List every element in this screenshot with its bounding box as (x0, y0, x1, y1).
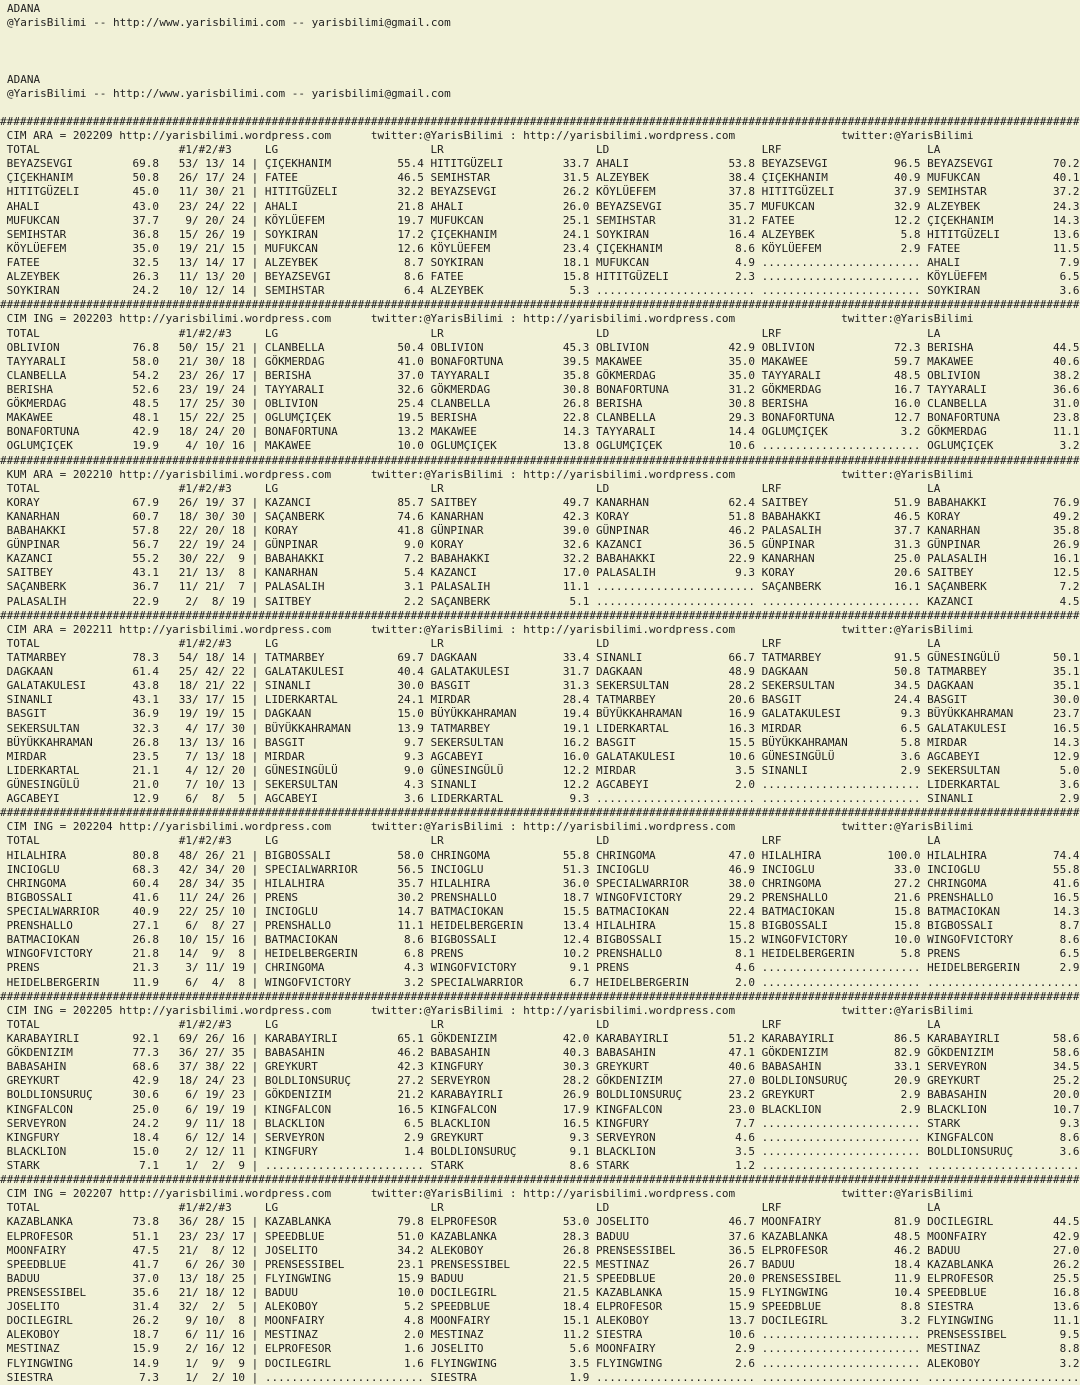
report-section: ################################################################################################################################################################### CIM ING = 202204 http://yarisbilimi.wordpress.com twitter:@YarisBilimi : http://yarisbilimi.wordpress.com twitter:@YarisBilimi TOTAL #1/#2/#3 LG LR LD LRF LA HILALHIRA 80.8 48/ 26/ 21 | BIGBOSSALI 58.0 CHRINGOMA 55.8 CHRINGOMA 47.0 HILALHIRA 100.0 HILALHIRA 74.4 INCIOGLU 68.3 42/ 34/ 20 | SPECIALWARRIOR 56.5 INCIOGLU 51.3 INCIOGLU 46.9 INCIOGLU 33.0 INCIOGLU 55.8 CHRINGOMA 60.4 28/ 34/ 35 | HILALHIRA 35.7 HILALHIRA 36.0 SPECIALWARRIOR 38.0 CHRINGOMA 27.2 CHRINGOMA 41.6 BIGBOSSALI 41.6 11/ 24/ 26 | PRENS 30.2 PRENSHALLO 18.7 WINGOFVICTORY 29.2 PRENSHALLO 21.6 PRENSHALLO 16.5 SPECIALWARRIOR 40.9 22/ 25/ 10 | INCIOGLU 14.7 BATMACIOKAN 15.5 BATMACIOKAN 22.4 BATMACIOKAN 15.8 BATMACIOKAN 14.3 PRENSHALLO 27.1 6/ 8/ 27 | PRENSHALLO 11.1 HEIDELBERGERIN 13.4 HILALHIRA 15.8 BIGBOSSALI 15.8 BIGBOSSALI 8.7 BATMACIOKAN 26.8 10/ 15/ 16 | BATMACIOKAN 8.6 BIGBOSSALI 12.4 BIGBOSSALI 15.2 WINGOFVICTORY 10.0 WINGOFVICTORY 8.6 WINGOFVICTORY 21.8 14/ 9/ 8 | HEIDELBERGERIN 6.8 PRENS 10.2 PRENSHALLO 8.1 HEIDELBERGERIN 5.8 PRENS 6.5 PRENS 21.3 3/ 11/ 19 | CHRINGOMA 4.3 WINGOFVICTORY 9.1 PRENS 4.6 ........................ HEIDELBERGERIN 2.9 HEIDELBERGERIN 11.9 6/ 4/ 8 | WINGOFVICTORY 3.2 SPECIALWARRIOR 6.7 HEIDELBERGERIN 2.0 ........................ ....................... (0, 806, 1080, 989)
blank-line (0, 44, 1080, 58)
location-title: ADANA (7, 72, 41, 86)
report-section: ################################################################################################################################################################### KUM ARA = 202210 http://yarisbilimi.wordpress.com twitter:@YarisBilimi : http://yarisbilimi.wordpress.com twitter:@YarisBilimi TOTAL #1/#2/#3 LG LR LD LRF LA KORAY 67.9 26/ 19/ 37 | KAZANCI 85.7 SAITBEY 49.7 KANARHAN 62.4 SAITBEY 51.9 BABAHAKKI 76.9 KANARHAN 60.7 18/ 30/ 30 | SAÇANBERK 74.6 KANARHAN 42.3 KORAY 51.8 BABAHAKKI 46.5 KORAY 49.2 BABAHAKKI 57.8 22/ 20/ 18 | KORAY 41.8 GÜNPINAR 39.0 GÜNPINAR 46.2 PALASALIH 37.7 KANARHAN 35.8 GÜNPINAR 56.7 22/ 19/ 24 | GÜNPINAR 9.0 KORAY 32.6 KAZANCI 36.5 GÜNPINAR 31.3 GÜNPINAR 26.9 KAZANCI 55.2 30/ 22/ 9 | BABAHAKKI 7.2 BABAHAKKI 32.2 BABAHAKKI 22.9 KANARHAN 25.0 PALASALIH 16.1 SAITBEY 43.1 21/ 13/ 8 | KANARHAN 5.4 KAZANCI 17.0 PALASALIH 9.3 KORAY 20.6 SAITBEY 12.5 SAÇANBERK 36.7 11/ 21/ 7 | PALASALIH 3.1 PALASALIH 11.1 ........................ SAÇANBERK 16.1 SAÇANBERK 7.2 PALASALIH 22.9 2/ 8/ 19 | SAITBEY 2.2 SAÇANBERK 5.1 ........................ ........................ KAZANCI 4.5 (0, 453, 1080, 608)
location-title: ADANA (7, 2, 41, 15)
page-header (0, 2, 1080, 115)
blank-line (0, 58, 1080, 72)
contact-line: @YarisBilimi -- http://www.yarisbilimi.com -- yarisbilimi@gmail.com (7, 16, 451, 30)
report-section: ################################################################################################################################################################### CIM ARA = 202209 http://yarisbilimi.wordpress.com twitter:@YarisBilimi : http://yarisbilimi.wordpress.com twitter:@YarisBilimi TOTAL #1/#2/#3 LG LR LD LRF LA BEYAZSEVGI 69.8 53/ 13/ 14 | ÇIÇEKHANIM 55.4 HITITGÜZELI 33.7 AHALI 53.8 BEYAZSEVGI 96.5 BEYAZSEVGI 70.2 ÇIÇEKHANIM 50.8 26/ 17/ 24 | FATEE 46.5 SEMIHSTAR 31.5 ALZEYBEK 38.4 ÇIÇEKHANIM 40.9 MUFUKCAN 40.1 HITITGÜZELI 45.0 11/ 30/ 21 | HITITGÜZELI 32.2 BEYAZSEVGI 26.2 KÖYLÜEFEM 37.8 HITITGÜZELI 37.9 SEMIHSTAR 37.2 AHALI 43.0 23/ 24/ 22 | AHALI 21.8 AHALI 26.0 BEYAZSEVGI 35.7 MUFUKCAN 32.9 ALZEYBEK 24.3 MUFUKCAN 37.7 9/ 20/ 24 | KÖYLÜEFEM 19.7 MUFUKCAN 25.1 SEMIHSTAR 31.2 FATEE 12.2 ÇIÇEKHANIM 14.3 SEMIHSTAR 36.8 15/ 26/ 19 | SOYKIRAN 17.2 ÇIÇEKHANIM 24.1 SOYKIRAN 16.4 ALZEYBEK 5.8 HITITGÜZELI 13.6 KÖYLÜEFEM 35.0 19/ 21/ 15 | MUFUKCAN 12.6 KÖYLÜEFEM 23.4 ÇIÇEKHANIM 8.6 KÖYLÜEFEM 2.9 FATEE 11.5 FATEE 32.5 13/ 14/ 17 | ALZEYBEK 8.7 SOYKIRAN 18.1 MUFUKCAN 4.9 ........................ AHALI 7.9 ALZEYBEK 26.3 11/ 13/ 20 | BEYAZSEVGI 8.6 FATEE 15.8 HITITGÜZELI 2.3 ........................ KÖYLÜEFEM 6.5 SOYKIRAN 24.2 10/ 12/ 14 | SEMIHSTAR 6.4 ALZEYBEK 5.3 ........................ ........................ SOYKIRAN 3.6 (0, 114, 1080, 298)
report-section: ################################################################################################################################################################### CIM ING = 202207 http://yarisbilimi.wordpress.com twitter:@YarisBilimi : http://yarisbilimi.wordpress.com twitter:@YarisBilimi TOTAL #1/#2/#3 LG LR LD LRF LA KAZABLANKA 73.8 36/ 28/ 15 | KAZABLANKA 79.8 ELPROFESOR 53.0 JOSELITO 46.7 MOONFAIRY 81.9 DOCILEGIRL 44.5 ELPROFESOR 51.1 23/ 23/ 17 | SPEEDBLUE 51.0 KAZABLANKA 28.3 BADUU 37.6 KAZABLANKA 48.5 MOONFAIRY 42.9 MOONFAIRY 47.5 21/ 8/ 12 | JOSELITO 34.2 ALEKOBOY 26.8 PRENSESSIBEL 36.5 ELPROFESOR 46.2 BADUU 27.0 SPEEDBLUE 41.7 6/ 26/ 30 | PRENSESSIBEL 23.1 PRENSESSIBEL 22.5 MESTINAZ 26.7 BADUU 18.4 KAZABLANKA 26.2 BADUU 37.0 13/ 18/ 25 | FLYINGWING 15.9 BADUU 21.5 SPEEDBLUE 20.0 PRENSESSIBEL 11.9 ELPROFESOR 25.5 PRENSESSIBEL 35.6 21/ 18/ 12 | BADUU 10.0 DOCILEGIRL 21.5 KAZABLANKA 15.9 FLYINGWING 10.4 SPEEDBLUE 16.8 JOSELITO 31.4 32/ 2/ 5 | ALEKOBOY 5.2 SPEEDBLUE 18.4 ELPROFESOR 15.9 SPEEDBLUE 8.8 SIESTRA 13.6 DOCILEGIRL 26.2 9/ 10/ 8 | MOONFAIRY 4.8 MOONFAIRY 15.1 ALEKOBOY 13.7 DOCILEGIRL 3.2 FLYINGWING 11.1 ALEKOBOY 18.7 6/ 11/ 16 | MESTINAZ 2.0 MESTINAZ 11.2 SIESTRA 10.6 ........................ PRENSESSIBEL 9.5 MESTINAZ 15.9 2/ 16/ 12 | ELPROFESOR 1.6 JOSELITO 5.6 MOONFAIRY 2.9 ........................ MESTINAZ 8.8 FLYINGWING 14.9 1/ 9/ 9 | DOCILEGIRL 1.6 FLYINGWING 3.5 FLYINGWING 2.6 ........................ ALEKOBOY 3.2 SIESTRA 7.3 1/ 2/ 10 | ........................ SIESTRA 1.9 ........................ ........................ ....................... (0, 1173, 1080, 1384)
blank-line (0, 30, 1080, 44)
report-section: ################################################################################################################################################################### CIM ING = 202203 http://yarisbilimi.wordpress.com twitter:@YarisBilimi : http://yarisbilimi.wordpress.com twitter:@YarisBilimi TOTAL #1/#2/#3 LG LR LD LRF LA OBLIVION 76.8 50/ 15/ 21 | CLANBELLA 50.4 OBLIVION 45.3 OBLIVION 42.9 OBLIVION 72.3 BERISHA 44.5 TAYYARALI 58.0 21/ 30/ 18 | GÖKMERDAG 41.0 BONAFORTUNA 39.5 MAKAWEE 35.0 MAKAWEE 59.7 MAKAWEE 40.6 CLANBELLA 54.2 23/ 26/ 17 | BERISHA 37.0 TAYYARALI 35.8 GÖKMERDAG 35.0 TAYYARALI 48.5 OBLIVION 38.2 BERISHA 52.6 23/ 19/ 24 | TAYYARALI 32.6 GÖKMERDAG 30.8 BONAFORTUNA 31.2 GÖKMERDAG 16.7 TAYYARALI 36.6 GÖKMERDAG 48.5 17/ 25/ 30 | OBLIVION 25.4 CLANBELLA 26.8 BERISHA 30.8 BERISHA 16.0 CLANBELLA 31.0 MAKAWEE 48.1 15/ 22/ 25 | OGLUMÇIÇEK 19.5 BERISHA 22.8 CLANBELLA 29.3 BONAFORTUNA 12.7 BONAFORTUNA 23.8 BONAFORTUNA 42.9 18/ 24/ 20 | BONAFORTUNA 13.2 MAKAWEE 14.3 TAYYARALI 14.4 OGLUMÇIÇEK 3.2 GÖKMERDAG 11.1 OGLUMÇIÇEK 19.9 4/ 10/ 16 | MAKAWEE 10.0 OGLUMÇIÇEK 13.8 OGLUMÇIÇEK 10.6 ........................ OGLUMÇIÇEK 3.2 (0, 298, 1080, 453)
report-section: ################################################################################################################################################################### CIM ARA = 202211 http://yarisbilimi.wordpress.com twitter:@YarisBilimi : http://yarisbilimi.wordpress.com twitter:@YarisBilimi TOTAL #1/#2/#3 LG LR LD LRF LA TATMARBEY 78.3 54/ 18/ 14 | TATMARBEY 69.7 DAGKAAN 33.4 SINANLI 66.7 TATMARBEY 91.5 GÜNESINGÜLÜ 50.1 DAGKAAN 61.4 25/ 42/ 22 | GALATAKULESI 40.4 GALATAKULESI 31.7 DAGKAAN 48.9 DAGKAAN 50.8 TATMARBEY 35.1 GALATAKULESI 43.8 18/ 21/ 22 | SINANLI 30.0 BASGIT 31.3 SEKERSULTAN 28.2 SEKERSULTAN 34.5 DAGKAAN 35.1 SINANLI 43.1 33/ 17/ 15 | LIDERKARTAL 24.1 MIRDAR 28.4 TATMARBEY 20.6 BASGIT 24.4 BASGIT 30.0 BASGIT 36.9 19/ 19/ 15 | DAGKAAN 15.0 BÜYÜKKAHRAMAN 19.4 BÜYÜKKAHRAMAN 16.9 GALATAKULESI 9.3 BÜYÜKKAHRAMAN 23.7 SEKERSULTAN 32.3 4/ 17/ 30 | BÜYÜKKAHRAMAN 13.9 TATMARBEY 19.1 LIDERKARTAL 16.3 MIRDAR 6.5 GALATAKULESI 16.5 BÜYÜKKAHRAMAN 26.8 13/ 13/ 16 | BASGIT 9.7 SEKERSULTAN 16.2 BASGIT 15.5 BÜYÜKKAHRAMAN 5.8 MIRDAR 14.3 MIRDAR 23.5 7/ 13/ 18 | MIRDAR 9.3 AGCABEYI 16.0 GALATAKULESI 10.6 GÜNESINGÜLÜ 3.6 AGCABEYI 12.9 LIDERKARTAL 21.1 4/ 12/ 20 | GÜNESINGÜLÜ 9.0 GÜNESINGÜLÜ 12.2 MIRDAR 3.5 SINANLI 2.9 SEKERSULTAN 5.0 GÜNESINGÜLÜ 21.0 7/ 10/ 13 | SEKERSULTAN 4.3 SINANLI 12.2 AGCABEYI 2.0 ........................ LIDERKARTAL 3.6 AGCABEYI 12.9 6/ 8/ 5 | AGCABEYI 3.6 LIDERKARTAL 9.3 ........................ ........................ SINANLI 2.9 (0, 608, 1080, 806)
report-section: ################################################################################################################################################################### CIM ING = 202205 http://yarisbilimi.wordpress.com twitter:@YarisBilimi : http://yarisbilimi.wordpress.com twitter:@YarisBilimi TOTAL #1/#2/#3 LG LR LD LRF LA KARABAYIRLI 92.1 69/ 26/ 16 | KARABAYIRLI 65.1 GÖKDENIZIM 42.0 KARABAYIRLI 51.2 KARABAYIRLI 86.5 KARABAYIRLI 58.6 GÖKDENIZIM 77.3 36/ 27/ 35 | BABASAHIN 46.2 BABASAHIN 40.3 BABASAHIN 47.1 GÖKDENIZIM 82.9 GÖKDENIZIM 58.6 BABASAHIN 68.6 37/ 38/ 22 | GREYKURT 42.3 KINGFURY 30.3 GREYKURT 40.6 BABASAHIN 33.1 SERVEYRON 34.5 GREYKURT 42.9 18/ 24/ 23 | BOLDLIONSURUÇ 27.2 SERVEYRON 28.2 GÖKDENIZIM 27.0 BOLDLIONSURUÇ 20.9 GREYKURT 25.2 BOLDLIONSURUÇ 30.6 6/ 19/ 23 | GÖKDENIZIM 21.2 KARABAYIRLI 26.9 BOLDLIONSURUÇ 23.2 GREYKURT 2.9 BABASAHIN 20.0 KINGFALCON 25.0 6/ 19/ 19 | KINGFALCON 16.5 KINGFALCON 17.9 KINGFALCON 23.0 BLACKLION 2.9 BLACKLION 10.7 SERVEYRON 24.2 9/ 11/ 18 | BLACKLION 6.5 BLACKLION 16.5 KINGFURY 7.7 ........................ STARK 9.3 KINGFURY 18.4 6/ 12/ 14 | SERVEYRON 2.9 GREYKURT 9.3 SERVEYRON 4.6 ........................ KINGFALCON 8.6 BLACKLION 15.0 2/ 12/ 11 | KINGFURY 1.4 BOLDLIONSURUÇ 9.1 BLACKLION 3.5 ........................ BOLDLIONSURUÇ 3.6 STARK 7.1 1/ 2/ 9 | ........................ STARK 8.6 STARK 1.2 ........................ ....................... (0, 989, 1080, 1172)
report-sections (0, 115, 1080, 1385)
blank-line (0, 101, 1080, 115)
contact-line: @YarisBilimi -- http://www.yarisbilimi.com -- yarisbilimi@gmail.com (7, 86, 451, 100)
